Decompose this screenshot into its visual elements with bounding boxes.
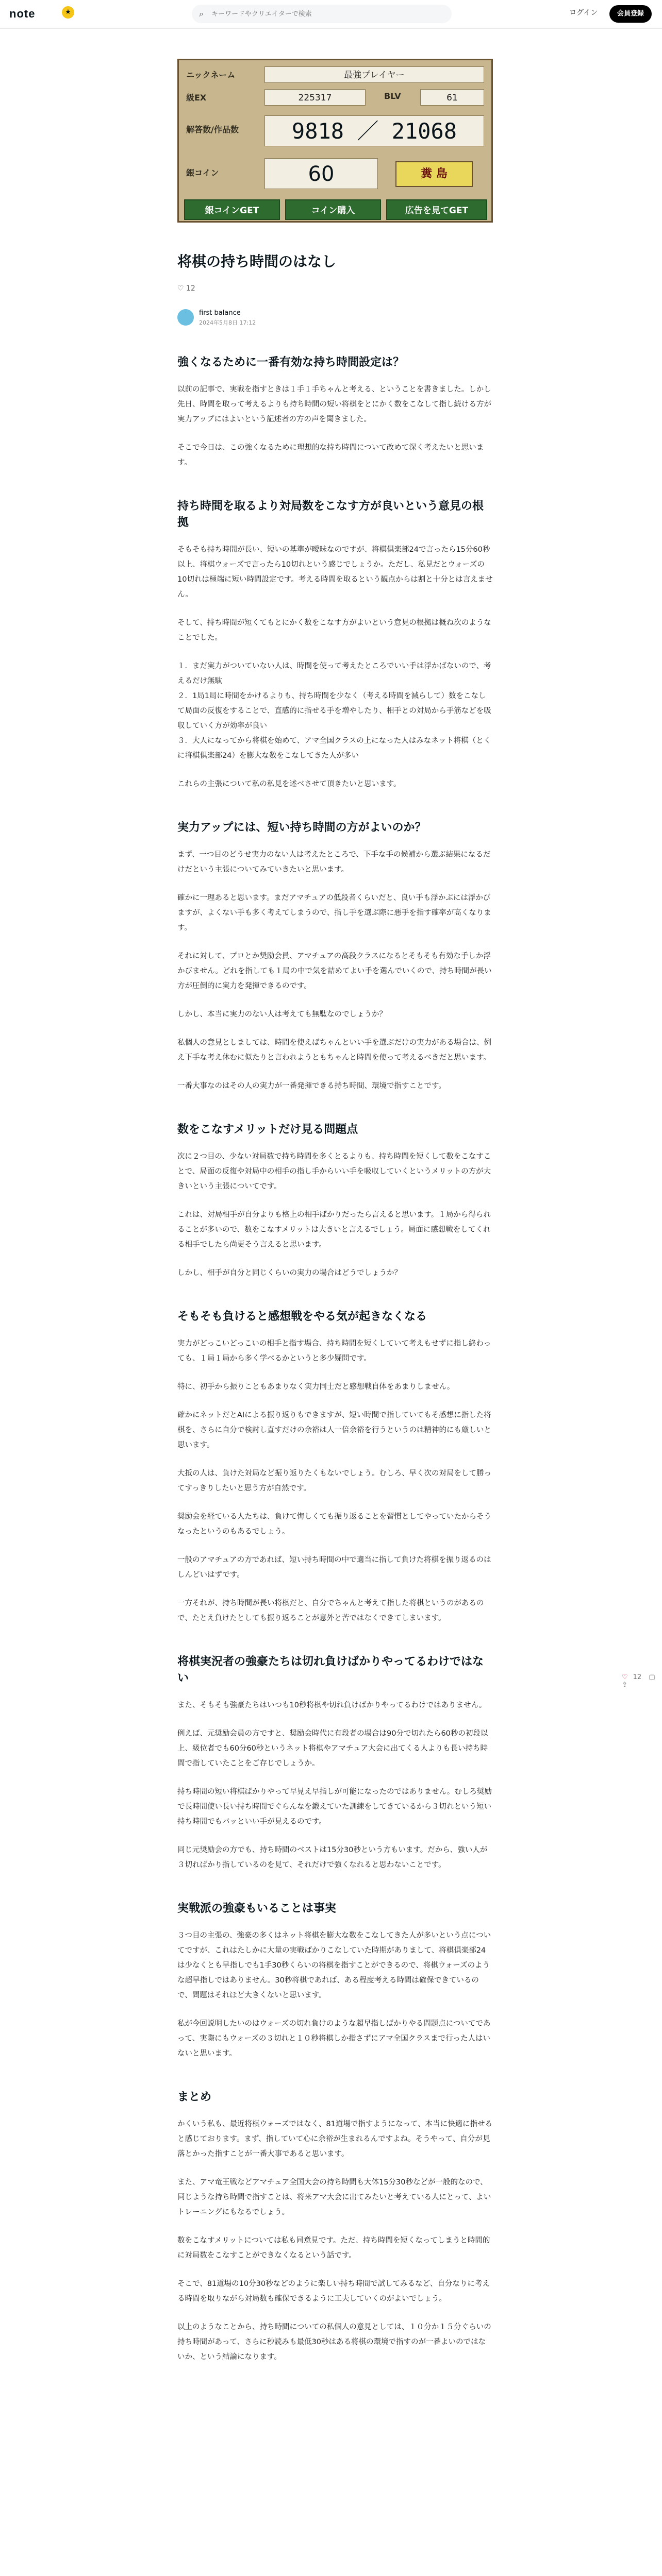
- paragraph: また、アマ竜王戦などアマチュア全国大会の持ち時間も大体15分30秒などが一般的なので、同じような持ち時間で指すことは、将来アマ大会に出てみたいと考えている人にとって、よいトレーニングにもなるでしょう。: [177, 2178, 491, 2216]
- paragraph: しかし、本当に実力のない人は考えても無駄なのでしょうか？: [177, 1010, 387, 1019]
- section-heading: 実戦派の強豪もいることは事実: [177, 1902, 337, 1915]
- post-date: 2024年5月8日 17:12: [199, 319, 256, 326]
- top-nav: [0, 0, 662, 29]
- article-body: [177, 354, 493, 2378]
- side-heart-icon[interactable]: ♡: [622, 1673, 628, 1681]
- login-link[interactable]: ログイン: [569, 9, 598, 17]
- badge-icon: ★: [62, 6, 74, 19]
- section-heading: 持ち時間を取るより対局数をこなす方が良いという意見の根拠: [177, 500, 484, 529]
- coin-label: 銀コイン: [186, 168, 219, 178]
- section-heading: そもそも負けると感想戦をやる気が起きなくなる: [177, 1310, 427, 1323]
- paragraph: これらの主張について私の私見を述べさせて頂きたいと思います。: [177, 780, 401, 788]
- search-icon: ⌕: [199, 9, 204, 19]
- paragraph: また、そもそも強豪たちはいつも10秒将棋や切れ負けばかりやってるわけではありません。: [177, 1701, 487, 1709]
- paragraph: 持ち時間の短い将棋ばかりやって早見え早指しが可能になったのではありません。むしろ奨励で長時間使い長い持ち時間でぐらんなを鍛えていた訓練をしてきているから３切れという短い持ち時間でもバッといい手が見えるのです。: [177, 1788, 492, 1826]
- paragraph: 一方それが、持ち時間が長い将棋だと、自分でちゃんと考えて指した将棋というのがあるので、たとえ負けたとしても振り返ることが意外と苦ではなくできてしまいます。: [177, 1599, 484, 1622]
- comment-icon[interactable]: ▢: [649, 1673, 655, 1681]
- paragraph: 一般のアマチュアの方であれば、短い持ち時間の中で適当に指して負けた将棋を振り返るのはしんどいはずです。: [177, 1556, 491, 1579]
- nickname-label: ニックネーム: [186, 70, 236, 80]
- score-value: 9818 ／ 21068: [264, 115, 484, 146]
- paragraph: そこで今日は、この強くなるために理想的な持ち時間について改めて深く考えたいと思います。: [177, 444, 484, 467]
- search-bar[interactable]: [192, 5, 452, 23]
- paragraph: 確かに一理あると思います。まだアマチュアの低段者くらいだと、良い手も浮かぶには浮かびますが、よくない手も多く考えてしまうので、指し手を選ぶ際に悪手を指す確率が高くなります。: [177, 894, 491, 932]
- paragraph: １．まだ実力がついていない人は、時間を使って考えたところでいい手は浮かばないので、考えるだけ無駄 ２．1局1局に時間をかけるよりも、持ち時間を少なく（考える時間を減らして）数をこなして局面の反復をすることで、直感的に指せる手を増やしたり、相手との対局から手筋などを吸収していく方が効率が良い ３．大人になってから将棋を始めて、アマ全国クラスの上になった人はみなネット将棋（とくに将棋倶楽部24）を膨大な数をこなしてきた人が多い: [177, 662, 491, 760]
- coin-get-button: 銀コインGET: [184, 199, 280, 220]
- paragraph: これは、対局相手が自分よりも格上の相手ばかりだったら言えると思います。１局から得られることが多いので、数をこなすメリットは大きいと言えるでしょう。局面に感想戦をしてくれる相手でしたら尚更そう言えると思います。: [177, 1211, 491, 1249]
- paragraph: まず、一つ目のどうせ実力のない人は考えたところで、下手な手の候補から選ぶ結果になるだけだという主張についてみていきたいと思います。: [177, 851, 491, 874]
- article-title: 将棋の持ち時間のはなし: [177, 253, 337, 270]
- share-icon[interactable]: ⇪: [622, 1681, 627, 1689]
- like-count-top[interactable]: [177, 284, 195, 293]
- paragraph: 実力がどっこいどっこいの相手と指す場合、持ち時間を短くしていて考えもせずに指し終わっても、１局１局から多く学べるかというと多少疑問です。: [177, 1340, 491, 1363]
- heart-icon: ♡: [177, 284, 187, 293]
- note-logo[interactable]: note: [9, 7, 36, 20]
- blv-value: 61: [420, 89, 484, 106]
- paragraph: 奨励会を経ている人たちは、負けて悔しくても振り返ることを習慣としてやっていたからそうなったというのもあるでしょう。: [177, 1513, 491, 1536]
- paragraph: それに対して、プロとか奨励会員、アマチュアの高段クラスになるとそもそも有効な手しか浮かびません。どれを指しても１局の中で気を詰めてよい手を選んでいくので、持ち時間が長い方が圧倒的に実力を発揮できるのです。: [177, 952, 492, 990]
- avatar[interactable]: [177, 309, 194, 326]
- paragraph: 以上のようなことから、持ち時間についての私個人の意見としては、１０分か１５分ぐらいの持ち時間があって、さらに秒読みも最低30秒はある将棋の環境で指すのが一番よいのではないか、という結論になります。: [177, 2323, 491, 2361]
- paragraph: 数をこなすメリットについては私も同意見です。ただ、持ち時間を短くなってしまうと時間的に対局数をこなすことができなくなるという話です。: [177, 2236, 490, 2260]
- paragraph: そこで、81道場の10分30秒などのように楽しい持ち時間で試してみるなど、自分なりに考える時間を取りながら対局数も確保できるように工夫していくのがよいでしょう。: [177, 2280, 490, 2303]
- side-action-bar: [622, 1673, 662, 1689]
- paragraph: 次に２つ目の、少ない対局数で持ち時間を多くとるよりも、持ち時間を短くして数をこなすことで、局面の反復や対局中の相手の指し手からいい手を吸収していくというメリットの方が大きいという主張についてです。: [177, 1153, 491, 1191]
- ad-get-button: 広告を見てGET: [386, 199, 487, 220]
- ex-value: 225317: [264, 89, 366, 106]
- ex-label: 級EX: [186, 93, 207, 103]
- coin-buy-button: コイン購入: [285, 199, 381, 220]
- signup-button[interactable]: 会員登録: [609, 5, 652, 23]
- coin-value: 60: [264, 158, 378, 189]
- author-name[interactable]: first balance: [199, 309, 241, 317]
- paragraph: 同じ元奨励会の方でも、持ち時間のベストは15分30秒という方もいます。だから、強い人が３切ればかり指しているのを見て、それだけで強くなれると思わないことです。: [177, 1846, 488, 1869]
- paragraph: そして、持ち時間が短くてもとにかく数をこなす方がよいという意見の根拠は概ね次のようなことでした。: [177, 619, 491, 642]
- paragraph: かくいう私も、最近将棋ウォーズではなく、81道場で指すようになって、本当に快適に指せると感じております。まず、指していて心に余裕が生まれるんですよね。そうやって、自分が見落とかった指すことが一番大事であると思います。: [177, 2120, 493, 2158]
- like-count: 12: [186, 284, 195, 293]
- section-heading: 将棋実況者の強豪たちは切れ負けばかりやってるわけではない: [177, 1655, 484, 1685]
- nickname-value: 最強プレイヤー: [264, 66, 484, 83]
- paragraph: そもそも持ち時間が長い、短いの基準が曖昧なのですが、将棋倶楽部24で言ったら15分60秒以上、将棋ウォーズで言ったら10切れという感じでしょうか。ただし、私見だとウォーズの10切れは極端に短い時間設定です。考える時間を取るという観点からは割と十分とは言えません。: [177, 546, 493, 599]
- stamp-badge: 糞 島: [395, 161, 473, 187]
- paragraph: 私が今回説明したいのはウォーズの切れ負けのような超早指しばかりやる問題点についてであって、実際にもウォーズの３切れと１０秒将棋しか指さずにアマ全国クラスまで行った人はいないと思います。: [177, 2020, 491, 2058]
- paragraph: 確かにネットだとAIによる振り返りもできますが、短い時間で指していてもそ感想に指した将棋を、さらに自分で検討し直すだけの余裕は人一倍余裕を行うというのは精神的にも厳しいと思います。: [177, 1411, 491, 1449]
- side-like-count: 12: [633, 1673, 642, 1681]
- section-heading: 数をこなすメリットだけ見る問題点: [177, 1123, 358, 1136]
- paragraph: 一番大事なのはその人の実力が一番発揮できる持ち時間、環境で指すことです。: [177, 1082, 446, 1090]
- section-heading: 強くなるために一番有効な持ち時間設定は？: [177, 356, 405, 369]
- paragraph: 例えば、元奨励会員の方ですと、奨励会時代に有段者の場合は90分で切れたら60秒の初段以上、級位者でも60分60秒というネット将棋やアマチュア大会に出てくる人よりも長い持ち時間で指していたことをご存じでしょうか。: [177, 1730, 488, 1768]
- paragraph: しかし、相手が自分と同じくらいの実力の場合はどうでしょうか？: [177, 1269, 402, 1277]
- header-image: [177, 59, 493, 223]
- paragraph: ３つ目の主張の、強豪の多くはネット将棋を膨大な数をこなしてきた人が多いという点についてですが、これはたしかに大量の実戦ばかりこなしていた時期がありまして、将棋倶楽部24は少なくとも早指しでも1手30秒くらいの将棋を指すことができるので、将棋ウォーズのような超早指しではありません。30秒将棋であれば、ある程度考える時間は確保できているので、問題はそれほど大きくないと思います。: [177, 1931, 491, 1999]
- paragraph: 特に、初手から振りこともあまりなく実力同士だと感想戦自体をあまりしません。: [177, 1383, 455, 1391]
- paragraph: 以前の記事で、実戦を指すときは１手１手ちゃんと考える、ということを書きました。しかし先日、時間を取って考えるよりも持ち時間の短い将棋をとにかく数をこなして指し続ける方が実力アップにはよいという記述者の方の声を聞きました。: [177, 385, 491, 423]
- blv-label: BLV: [384, 91, 401, 101]
- section-heading: 実力アップには、短い持ち時間の方がよいのか？: [177, 821, 426, 834]
- paragraph: 私個人の意見としましては、時間を使えばちゃんといい手を選ぶだけの実力がある場合は、例え下手な考え休むに似たりと言われようともちゃんと時間を使って考えるべきだと思います。: [177, 1039, 491, 1062]
- search-input[interactable]: [211, 8, 438, 20]
- paragraph: 大抵の人は、負けた対局など振り返りたくもないでしょう。むしろ、早く次の対局をして勝ってすっきりしたいと思う方が自然です。: [177, 1469, 491, 1493]
- score-label: 解答数/作品数: [186, 125, 239, 134]
- section-heading: まとめ: [177, 2091, 212, 2104]
